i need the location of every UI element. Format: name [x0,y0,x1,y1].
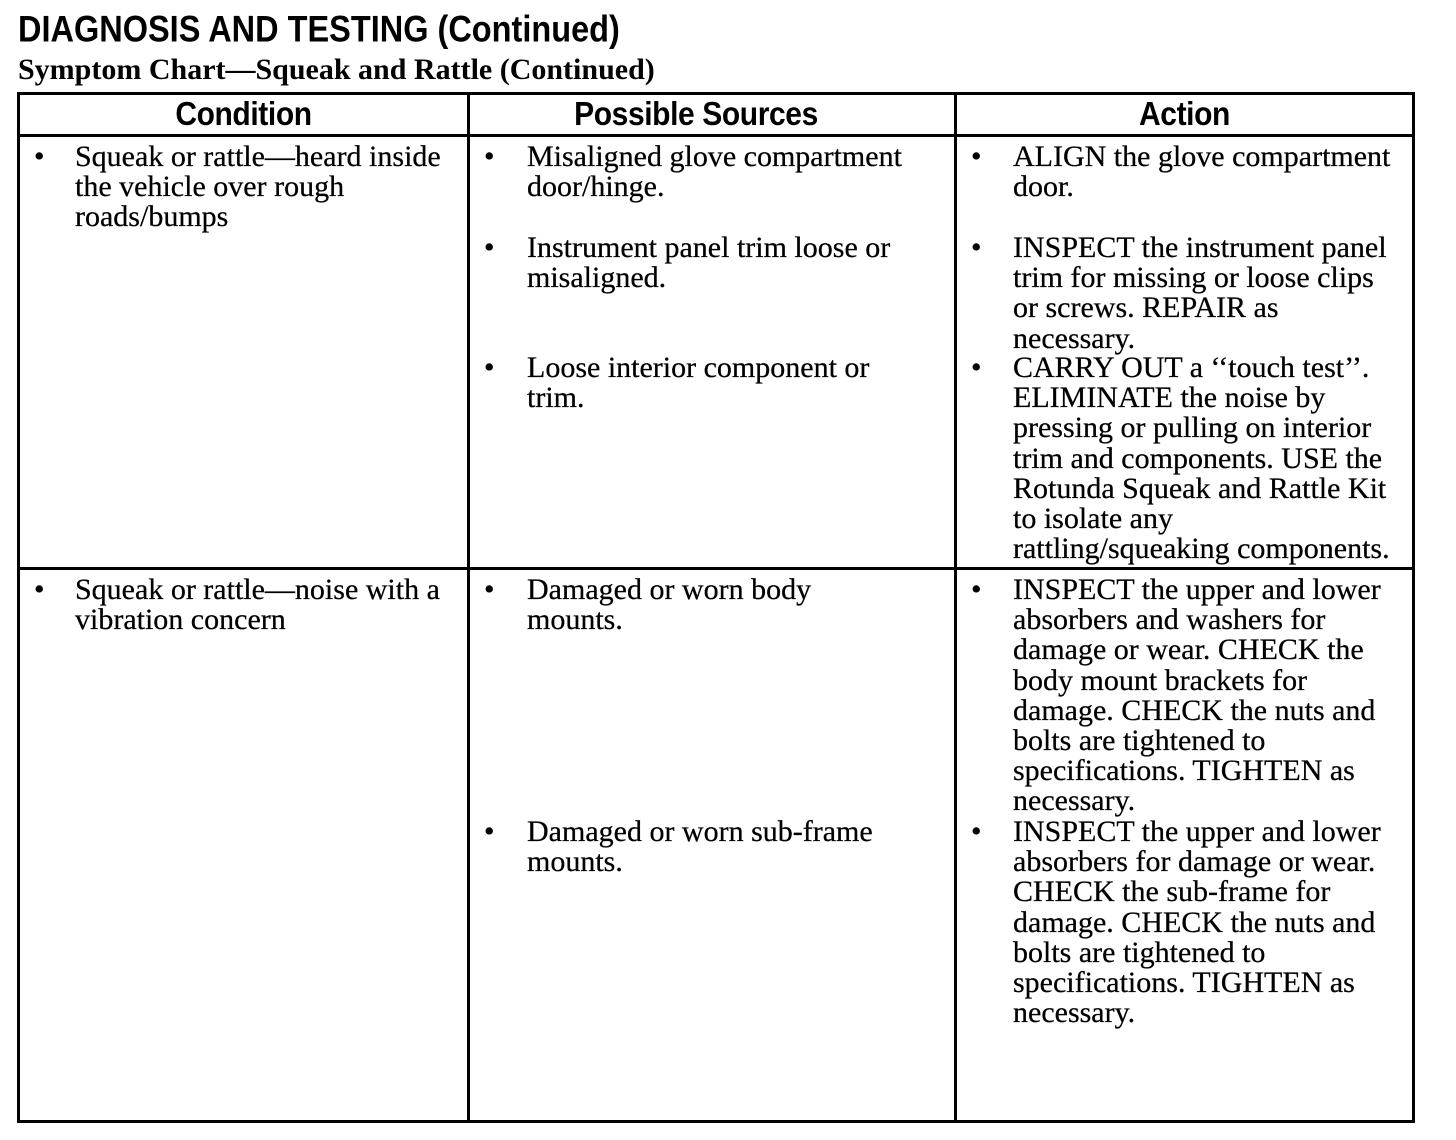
action-cell [957,137,1412,570]
text-line: damage. CHECK the nuts and [1013,905,1376,939]
column-header-possible-sources [470,95,957,137]
condition-cell [20,137,470,570]
text-line: INSPECT the upper and lower [1013,573,1381,606]
column-header-label: Condition [175,95,312,133]
item-text [1013,142,1390,202]
text-line: Loose interior component or [527,351,870,384]
item-text [527,353,869,413]
item-text [527,142,902,202]
text-line: trim and components. USE the [1013,441,1383,475]
text-line: INSPECT the instrument panel [1013,231,1387,264]
text-line: necessary. [1013,784,1136,818]
text-line: rattling/squeaking components. [1013,532,1390,566]
column-header-label: Action [1139,95,1230,133]
column-header-condition [20,95,470,137]
text-line: door/hinge. [527,170,665,204]
text-line: Instrument panel trim loose or [527,231,891,264]
text-line: door. [1013,170,1074,204]
item-text [527,233,890,293]
text-line: bolts are tightened to [1013,723,1266,757]
condition-cell [20,570,470,1120]
text-line: mounts. [527,845,623,879]
item-text [75,575,440,635]
bullet-icon: • [484,140,495,173]
text-line: to isolate any [1013,501,1173,535]
action-cell [957,570,1412,1120]
text-line: CHECK the sub-frame for [1013,875,1331,909]
item-text [527,575,811,635]
text-line: Squeak or rattle—heard inside [75,140,441,173]
text-line: absorbers for damage or wear. [1013,845,1376,879]
bullet-icon: • [971,231,982,264]
text-line: damage or wear. CHECK the [1013,633,1364,667]
text-line: or screws. REPAIR as [1013,291,1279,325]
text-line: body mount brackets for [1013,663,1308,697]
text-line: absorbers and washers for [1013,603,1326,637]
text-line: the vehicle over rough [75,170,345,204]
text-line: mounts. [527,603,623,637]
text-line: ELIMINATE the noise by [1013,381,1326,415]
text-line: trim for missing or loose clips [1013,261,1374,295]
bullet-icon: • [971,573,982,606]
text-line: damage. CHECK the nuts and [1013,693,1376,727]
text-line: necessary. [1013,321,1136,355]
bullet-icon: • [484,351,495,384]
text-line: Squeak or rattle—noise with a [75,573,440,606]
symptom-chart-table [17,92,1415,1123]
text-line: CARRY OUT a ‘‘touch test’’. [1013,351,1370,384]
bullet-icon: • [484,231,495,264]
text-line: bolts are tightened to [1013,935,1266,969]
bullet-icon: • [971,351,982,384]
text-line: misaligned. [527,261,667,295]
text-line: necessary. [1013,996,1136,1030]
text-line: Rotunda Squeak and Rattle Kit [1013,471,1387,505]
item-text [1013,575,1381,817]
text-line: trim. [527,381,585,415]
item-text [75,142,441,233]
text-line: Damaged or worn body [527,573,812,606]
item-text [527,817,873,877]
text-line: pressing or pulling on interior [1013,411,1372,445]
column-header-action [957,95,1412,137]
item-text [1013,353,1390,564]
text-line: Misaligned glove compartment [527,140,902,173]
text-line: INSPECT the upper and lower [1013,815,1381,848]
column-header-label: Possible Sources [574,95,818,133]
bullet-icon: • [34,573,45,606]
bullet-icon: • [484,573,495,606]
text-line: specifications. TIGHTEN as [1013,754,1355,788]
bullet-icon: • [971,815,982,848]
item-text [1013,817,1381,1028]
bullet-icon: • [484,815,495,848]
text-line: roads/bumps [75,200,229,234]
bullet-icon: • [971,140,982,173]
item-text [1013,233,1387,354]
page-title: DIAGNOSIS AND TESTING (Continued) [18,8,620,50]
sources-cell [470,137,957,570]
text-line: ALIGN the glove compartment [1013,140,1391,173]
text-line: Damaged or worn sub-frame [527,815,873,848]
text-line: specifications. TIGHTEN as [1013,965,1355,999]
chart-subtitle: Symptom Chart—Squeak and Rattle (Continued) [18,53,655,86]
text-line: vibration concern [75,603,286,637]
bullet-icon: • [34,140,45,173]
sources-cell [470,570,957,1120]
